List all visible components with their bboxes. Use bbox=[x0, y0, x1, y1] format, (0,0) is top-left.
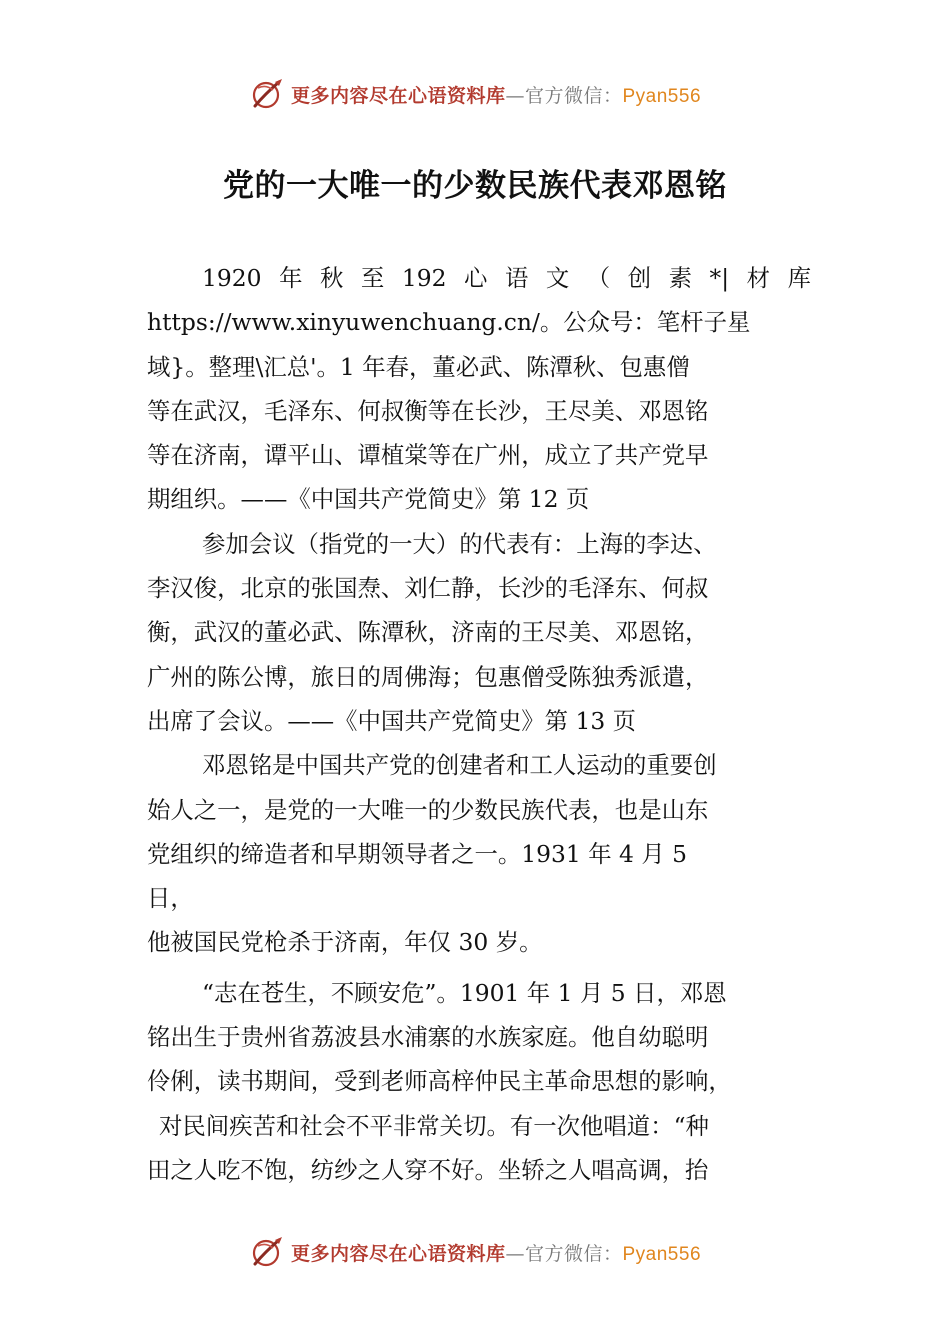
p1-line-5: 等在济南，谭平山、谭植棠等在广州，成立了共产党早 bbox=[147, 441, 709, 470]
p1-word: *| bbox=[709, 264, 730, 292]
p4-line-5: 田之人吃不饱，纺纱之人穿不好。坐轿之人唱高调，抬 bbox=[147, 1155, 709, 1184]
p1-line-1 bbox=[147, 256, 811, 300]
p3-line-1: 邓恩铭是中国共产党的创建者和工人运动的重要创 bbox=[202, 751, 717, 780]
p1-word: 文 bbox=[545, 264, 570, 292]
p1-line-6: 期组织。——《中国共产党简史》第 12 页 bbox=[147, 485, 590, 514]
brush-logo-icon bbox=[249, 1234, 285, 1270]
p3-line-2: 始人之一，是党的一大唯一的少数民族代表，也是山东 bbox=[147, 795, 709, 824]
p3-line-3: 党组织的缔造者和早期领导者之一。1931 年 4 月 5 bbox=[147, 839, 688, 868]
page-title: 党的一大唯一的少数民族代表邓恩铭 bbox=[223, 168, 727, 204]
header-dash: — bbox=[505, 84, 525, 107]
header-lead: 更多内容尽在心语资料库 bbox=[290, 84, 506, 107]
footer-wechat-label: 官方微信： bbox=[524, 1242, 623, 1265]
footer-banner bbox=[0, 1228, 950, 1276]
header-wechat-id: Pyan556 bbox=[622, 85, 702, 107]
footer-dash: — bbox=[505, 1242, 525, 1265]
p4-line-3: 伶俐，读书期间，受到老师高梓仲民主革命思想的影响， bbox=[147, 1067, 732, 1096]
p4-line-2: 铭出生于贵州省荔波县水浦寨的水族家庭。他自幼聪明 bbox=[147, 1023, 709, 1052]
header-wechat-label: 官方微信： bbox=[524, 84, 623, 107]
footer-wechat-id: Pyan556 bbox=[622, 1243, 702, 1265]
p1-word: 库 bbox=[787, 264, 811, 292]
p1-word: 语 bbox=[504, 264, 529, 292]
p1-line-2: https://www.xinyuwenchuang.cn/。公众号：笔杆子星 bbox=[147, 308, 751, 337]
brush-logo-icon bbox=[249, 76, 285, 112]
p2-line-1: 参加会议（指党的一大）的代表有：上海的李达、 bbox=[202, 529, 717, 558]
p2-line-2: 李汉俊，北京的张国焘、刘仁静，长沙的毛泽东、何叔 bbox=[147, 574, 709, 603]
p2-line-4: 广州的陈公博，旅日的周佛海；包惠僧受陈独秀派遣， bbox=[147, 662, 709, 691]
p3-line-5: 他被国民党枪杀于济南，年仅 30 岁。 bbox=[147, 928, 543, 957]
p1-word: 材 bbox=[746, 264, 771, 292]
p3-line-4: 日， bbox=[147, 884, 194, 913]
p1-word: 创 bbox=[627, 264, 652, 292]
p1-word: 秋 bbox=[319, 264, 344, 292]
p4-line-4: 对民间疾苦和社会不平非常关切。有一次他唱道：“种 bbox=[159, 1111, 709, 1140]
p1-line-4: 等在武汉，毛泽东、何叔衡等在长沙，王尽美、邓恩铭 bbox=[147, 396, 709, 425]
article-body bbox=[147, 256, 811, 1192]
p1-word: 年 bbox=[279, 264, 303, 292]
p1-word: （ bbox=[586, 264, 611, 292]
p1-word: 素 bbox=[668, 264, 693, 292]
p4-line-1: “志在苍生，不顾安危”。1901 年 1 月 5 日，邓恩 bbox=[202, 978, 727, 1007]
p1-line-3: 域}。整理\汇总'。1 年春，董必武、陈潭秋、包惠僧 bbox=[147, 352, 690, 381]
footer-lead: 更多内容尽在心语资料库 bbox=[290, 1242, 506, 1265]
p1-word: 心 bbox=[464, 264, 488, 292]
footer-text bbox=[291, 1239, 701, 1266]
header-text bbox=[291, 81, 701, 108]
header-banner bbox=[0, 70, 950, 118]
p1-word: 192 bbox=[401, 264, 447, 292]
p1-word: 至 bbox=[360, 264, 385, 292]
p2-line-5: 出席了会议。——《中国共产党简史》第 13 页 bbox=[147, 706, 637, 735]
p1-word: 1920 bbox=[202, 264, 262, 292]
p2-line-3: 衡，武汉的董必武、陈潭秋，济南的王尽美、邓恩铭， bbox=[147, 618, 709, 647]
